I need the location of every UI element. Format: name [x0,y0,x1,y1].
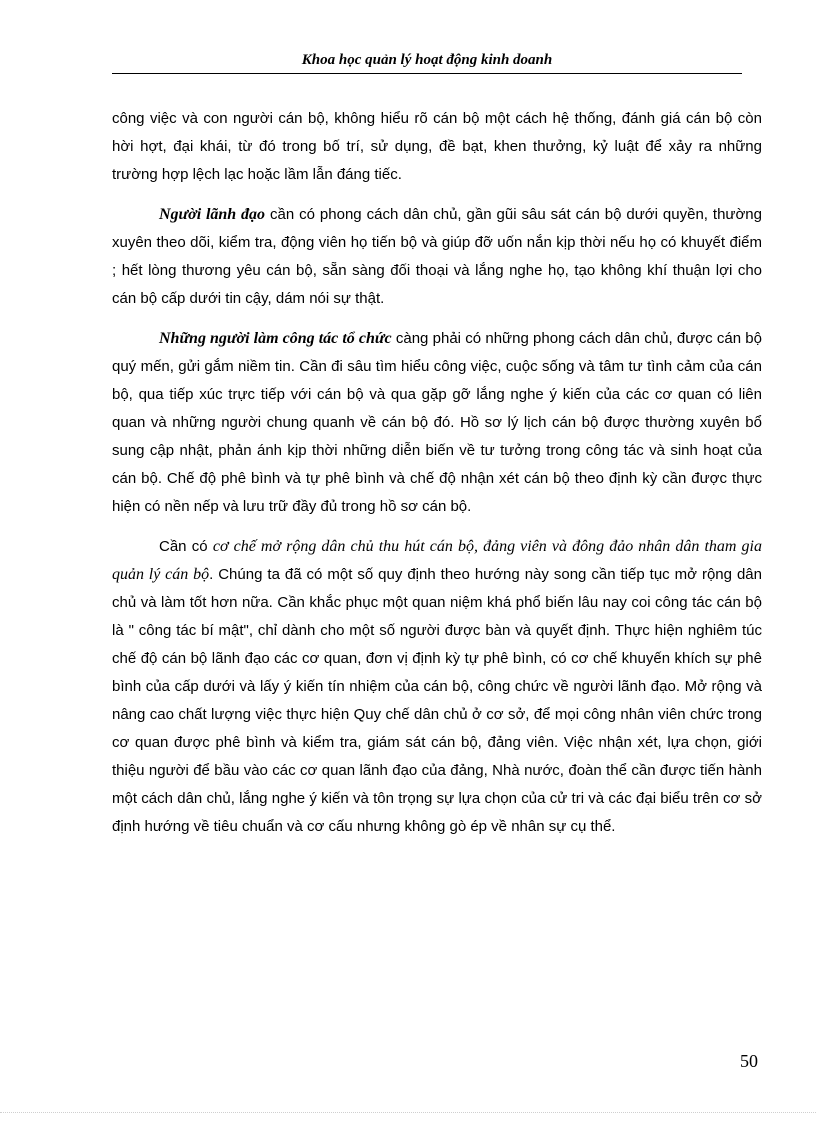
paragraph-4-lead: cơ chế mở rộng dân chủ thu hút cán bộ, đảng viên và đông đảo nhân dân tham gia quản lý cán bộ [112,538,763,583]
paragraph-2-lead: Người lãnh đạo [159,206,266,223]
paragraph-3-lead: Những người làm công tác tổ chức [159,330,392,347]
paragraph-1 [112,105,762,189]
paragraph-2 [112,201,762,313]
running-header-title: Khoa học quản lý hoạt động kinh doanh [301,52,553,68]
paragraph-4-text: . Chúng ta đã có một số quy định theo hướng này song cần tiếp tục mở rộng dân chủ và làm tốt hơn nữa. Cần khắc phục một quan niệm khá phổ biến lâu nay coi công tác cán bộ là " công tác bí mật", chỉ dành cho một số người được bàn và quyết định. Thực hiện nghiêm túc chế độ cán bộ lãnh đạo các cơ quan, đơn vị định kỳ tự phê bình, có cơ chế khuyến khích sự phê bình của cấp dưới và lấy ý kiến tín nhiệm của cán bộ, công chức về người lãnh đạo. Mở rộng và nâng cao chất lượng việc thực hiện Quy chế dân chủ ở cơ sở, để mọi công nhân viên chức trong cơ quan được phê bình và kiểm tra, giám sát cán bộ, đảng viên. Việc nhận xét, lựa chọn, giới thiệu người để bầu vào các cơ quan lãnh đạo của đảng, Nhà nước, đoàn thể cần được tiến hành một cách dân chủ, lắng nghe ý kiến và tôn trọng sự lựa chọn của cử tri và các đại biểu trên cơ sở định hướng về tiêu chuẩn và cơ cấu nhưng không gò ép về nhân sự cụ thể. [112,566,762,835]
paragraph-1-text: công việc và con người cán bộ, không hiểu rõ cán bộ một cách hệ thống, đánh giá cán bộ còn hời hợt, đại khái, từ đó trong bố trí, sử dụng, đề bạt, khen thưởng, kỷ luật để xảy ra những trường hợp lệch lạc hoặc lầm lẫn đáng tiếc. [112,110,762,183]
paragraph-4 [112,533,762,841]
paragraph-3 [112,325,762,521]
body-text [112,105,762,841]
paragraph-4-prefix: Cần có [159,538,213,555]
header-divider [112,73,742,74]
page-bottom-divider [0,1112,816,1113]
page-number: 50 [740,1051,758,1071]
paragraph-3-text: càng phải có những phong cách dân chủ, được cán bộ quý mến, gửi gắm niềm tin. Cần đi sâu tìm hiểu công việc, cuộc sống và tâm tư tình cảm của cán bộ, qua tiếp xúc trực tiếp với cán bộ và qua gặp gỡ lắng nghe ý kiến của các cơ quan có liên quan và những người chung quanh về cán bộ đó. Hồ sơ lý lịch cán bộ được thường xuyên bổ sung cập nhật, phản ánh kịp thời những diễn biến về tư tưởng trong công tác và sinh hoạt của cán bộ. Chế độ phê bình và tự phê bình và chế độ nhận xét cán bộ theo định kỳ cần được thực hiện có nền nếp và lưu trữ đầy đủ trong hồ sơ cán bộ. [112,330,762,515]
paragraph-2-text: cần có phong cách dân chủ, gần gũi sâu sát cán bộ dưới quyền, thường xuyên theo dõi, kiểm tra, động viên họ tiến bộ và giúp đỡ uốn nắn kịp thời nếu họ có khuyết điểm ; hết lòng thương yêu cán bộ, sẵn sàng đối thoại và lắng nghe họ, tạo không khí thuận lợi cho cán bộ cấp dưới tin cậy, dám nói sự thật. [112,206,762,307]
